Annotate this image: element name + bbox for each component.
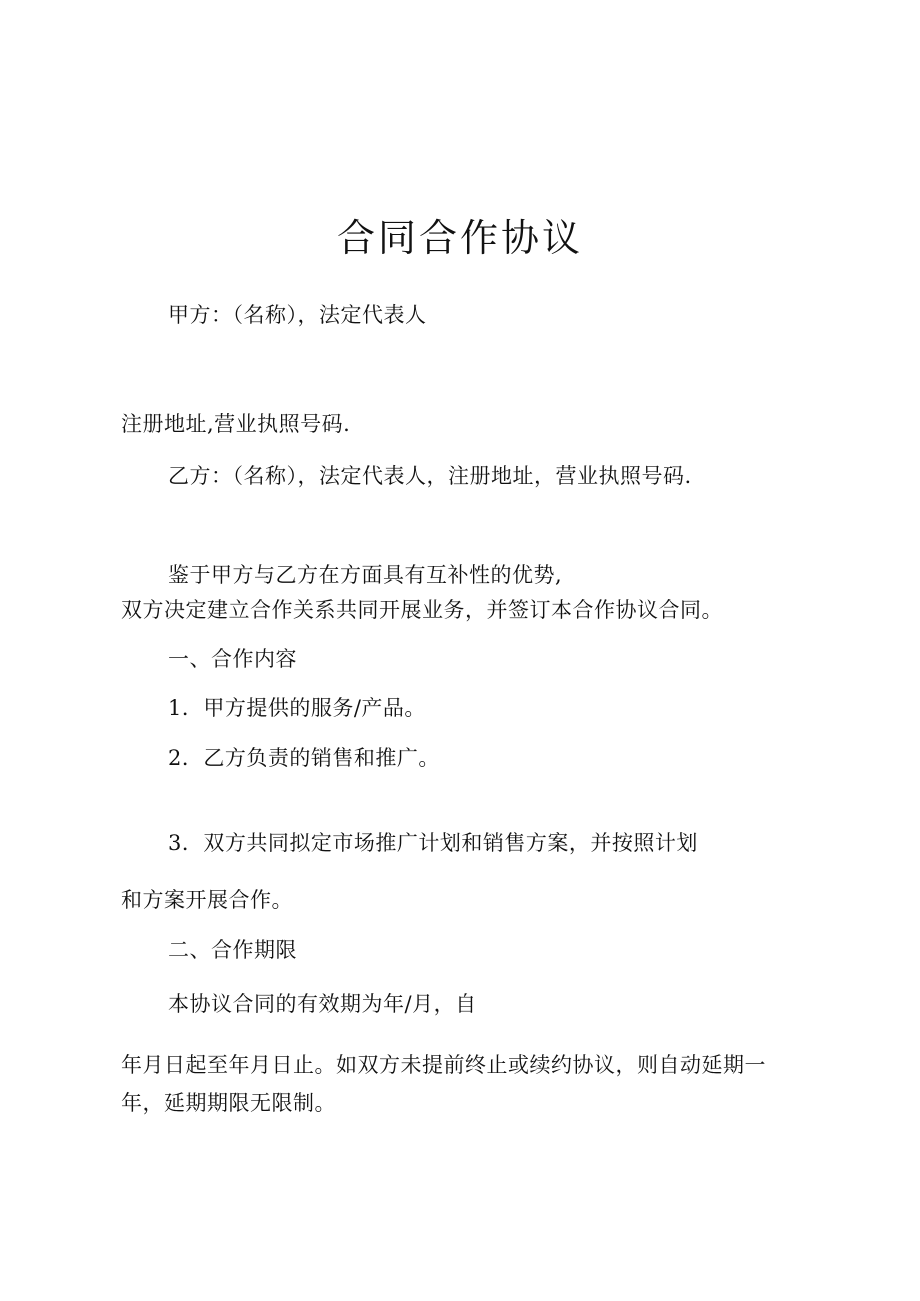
preamble-line-2: 双方决定建立合作关系共同开展业务，并签订本合作协议合同。 (121, 598, 723, 622)
clause-item-3-line-1: 3．双方共同拟定市场推广计划和销售方案，并按照计划 (168, 831, 698, 855)
document-title: 合同合作协议 (336, 216, 583, 260)
term-line-1: 本协议合同的有效期为年/月，自 (168, 992, 477, 1016)
party-a-line-1: 甲方：（名称），法定代表人 (168, 303, 427, 327)
section-1-heading: 一、合作内容 (168, 647, 297, 671)
clause-item-1: 1．甲方提供的服务/产品。 (168, 696, 426, 720)
preamble-line-1: 鉴于甲方与乙方在方面具有互补性的优势, (168, 563, 563, 587)
term-line-2: 年月日起至年月日止。如双方未提前终止或续约协议，则自动延期一 (121, 1053, 766, 1077)
section-2-heading: 二、合作期限 (168, 938, 297, 962)
term-line-3: 年，延期期限无限制。 (121, 1091, 336, 1115)
party-a-line-2: 注册地址,营业执照号码. (121, 412, 351, 436)
party-b-line: 乙方：（名称），法定代表人，注册地址，营业执照号码. (168, 464, 692, 488)
clause-item-3-line-2: 和方案开展合作。 (121, 888, 293, 912)
clause-item-2: 2．乙方负责的销售和推广。 (168, 746, 440, 770)
